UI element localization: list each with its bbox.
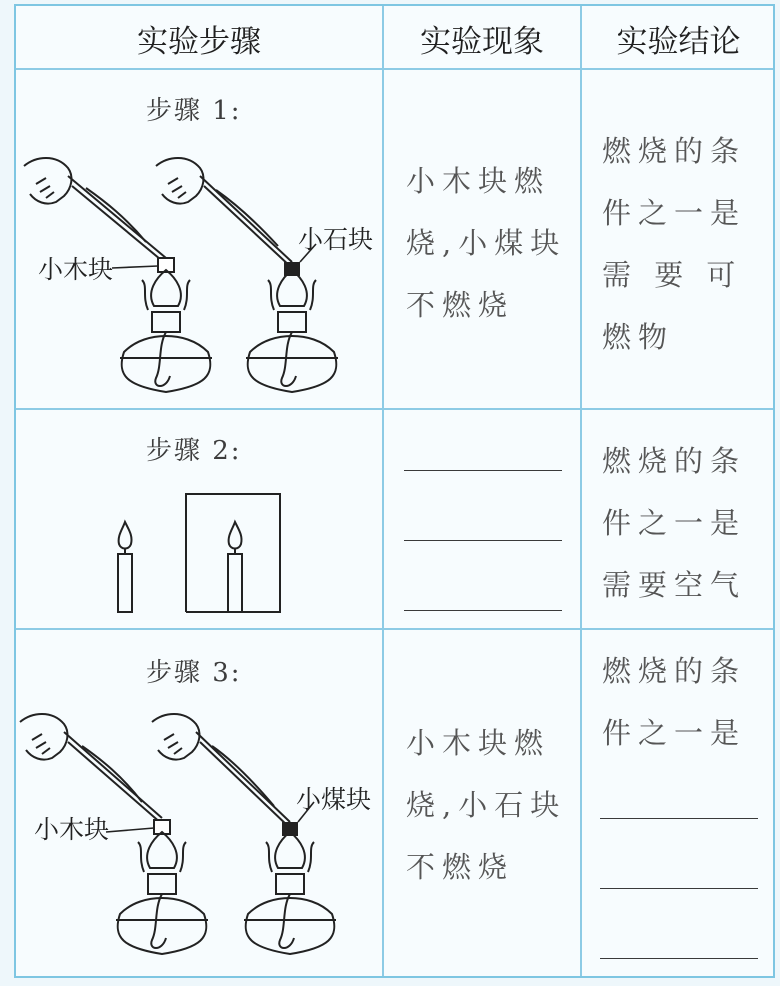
phenomenon-1: 小木块燃 烧,小煤块 不燃烧	[406, 164, 567, 322]
answer-blank[interactable]	[404, 470, 562, 471]
answer-blank[interactable]	[600, 958, 758, 959]
conclusion-2: 燃烧的条 件之一是 需要空气	[602, 444, 747, 602]
answer-blank[interactable]	[404, 540, 562, 541]
phenomenon-3: 小木块燃 烧,小石块 不燃烧	[406, 726, 567, 884]
alcohol-lamp-icon	[116, 832, 336, 954]
step-1-title: 步骤 1:	[146, 96, 242, 126]
experiment-table	[14, 4, 775, 978]
header-phenomenon: 实验现象	[420, 23, 544, 60]
header-steps: 实验步骤	[137, 23, 261, 60]
answer-blank[interactable]	[600, 888, 758, 889]
header-conclusion: 实验结论	[616, 23, 741, 60]
step-3-title: 步骤 3:	[146, 658, 242, 688]
answer-blank[interactable]	[404, 610, 562, 611]
alcohol-lamp-icon	[120, 270, 338, 392]
answer-blank[interactable]	[600, 818, 758, 819]
label-coal-block: 小煤块	[296, 785, 372, 814]
label-wood-block: 小木块	[38, 255, 114, 284]
column-divider	[580, 6, 582, 976]
conclusion-1: 燃烧的条 件之一是 需 要 可 燃物	[602, 134, 747, 354]
column-divider	[382, 6, 384, 976]
tongs-hand-icon	[16, 562, 382, 972]
label-stone-block: 小石块	[298, 225, 374, 254]
step-2-title: 步骤 2:	[146, 436, 242, 466]
label-wood-block: 小木块	[34, 815, 110, 844]
tongs-hand-icon	[16, 6, 382, 406]
conclusion-3: 燃烧的条 件之一是	[602, 654, 747, 750]
